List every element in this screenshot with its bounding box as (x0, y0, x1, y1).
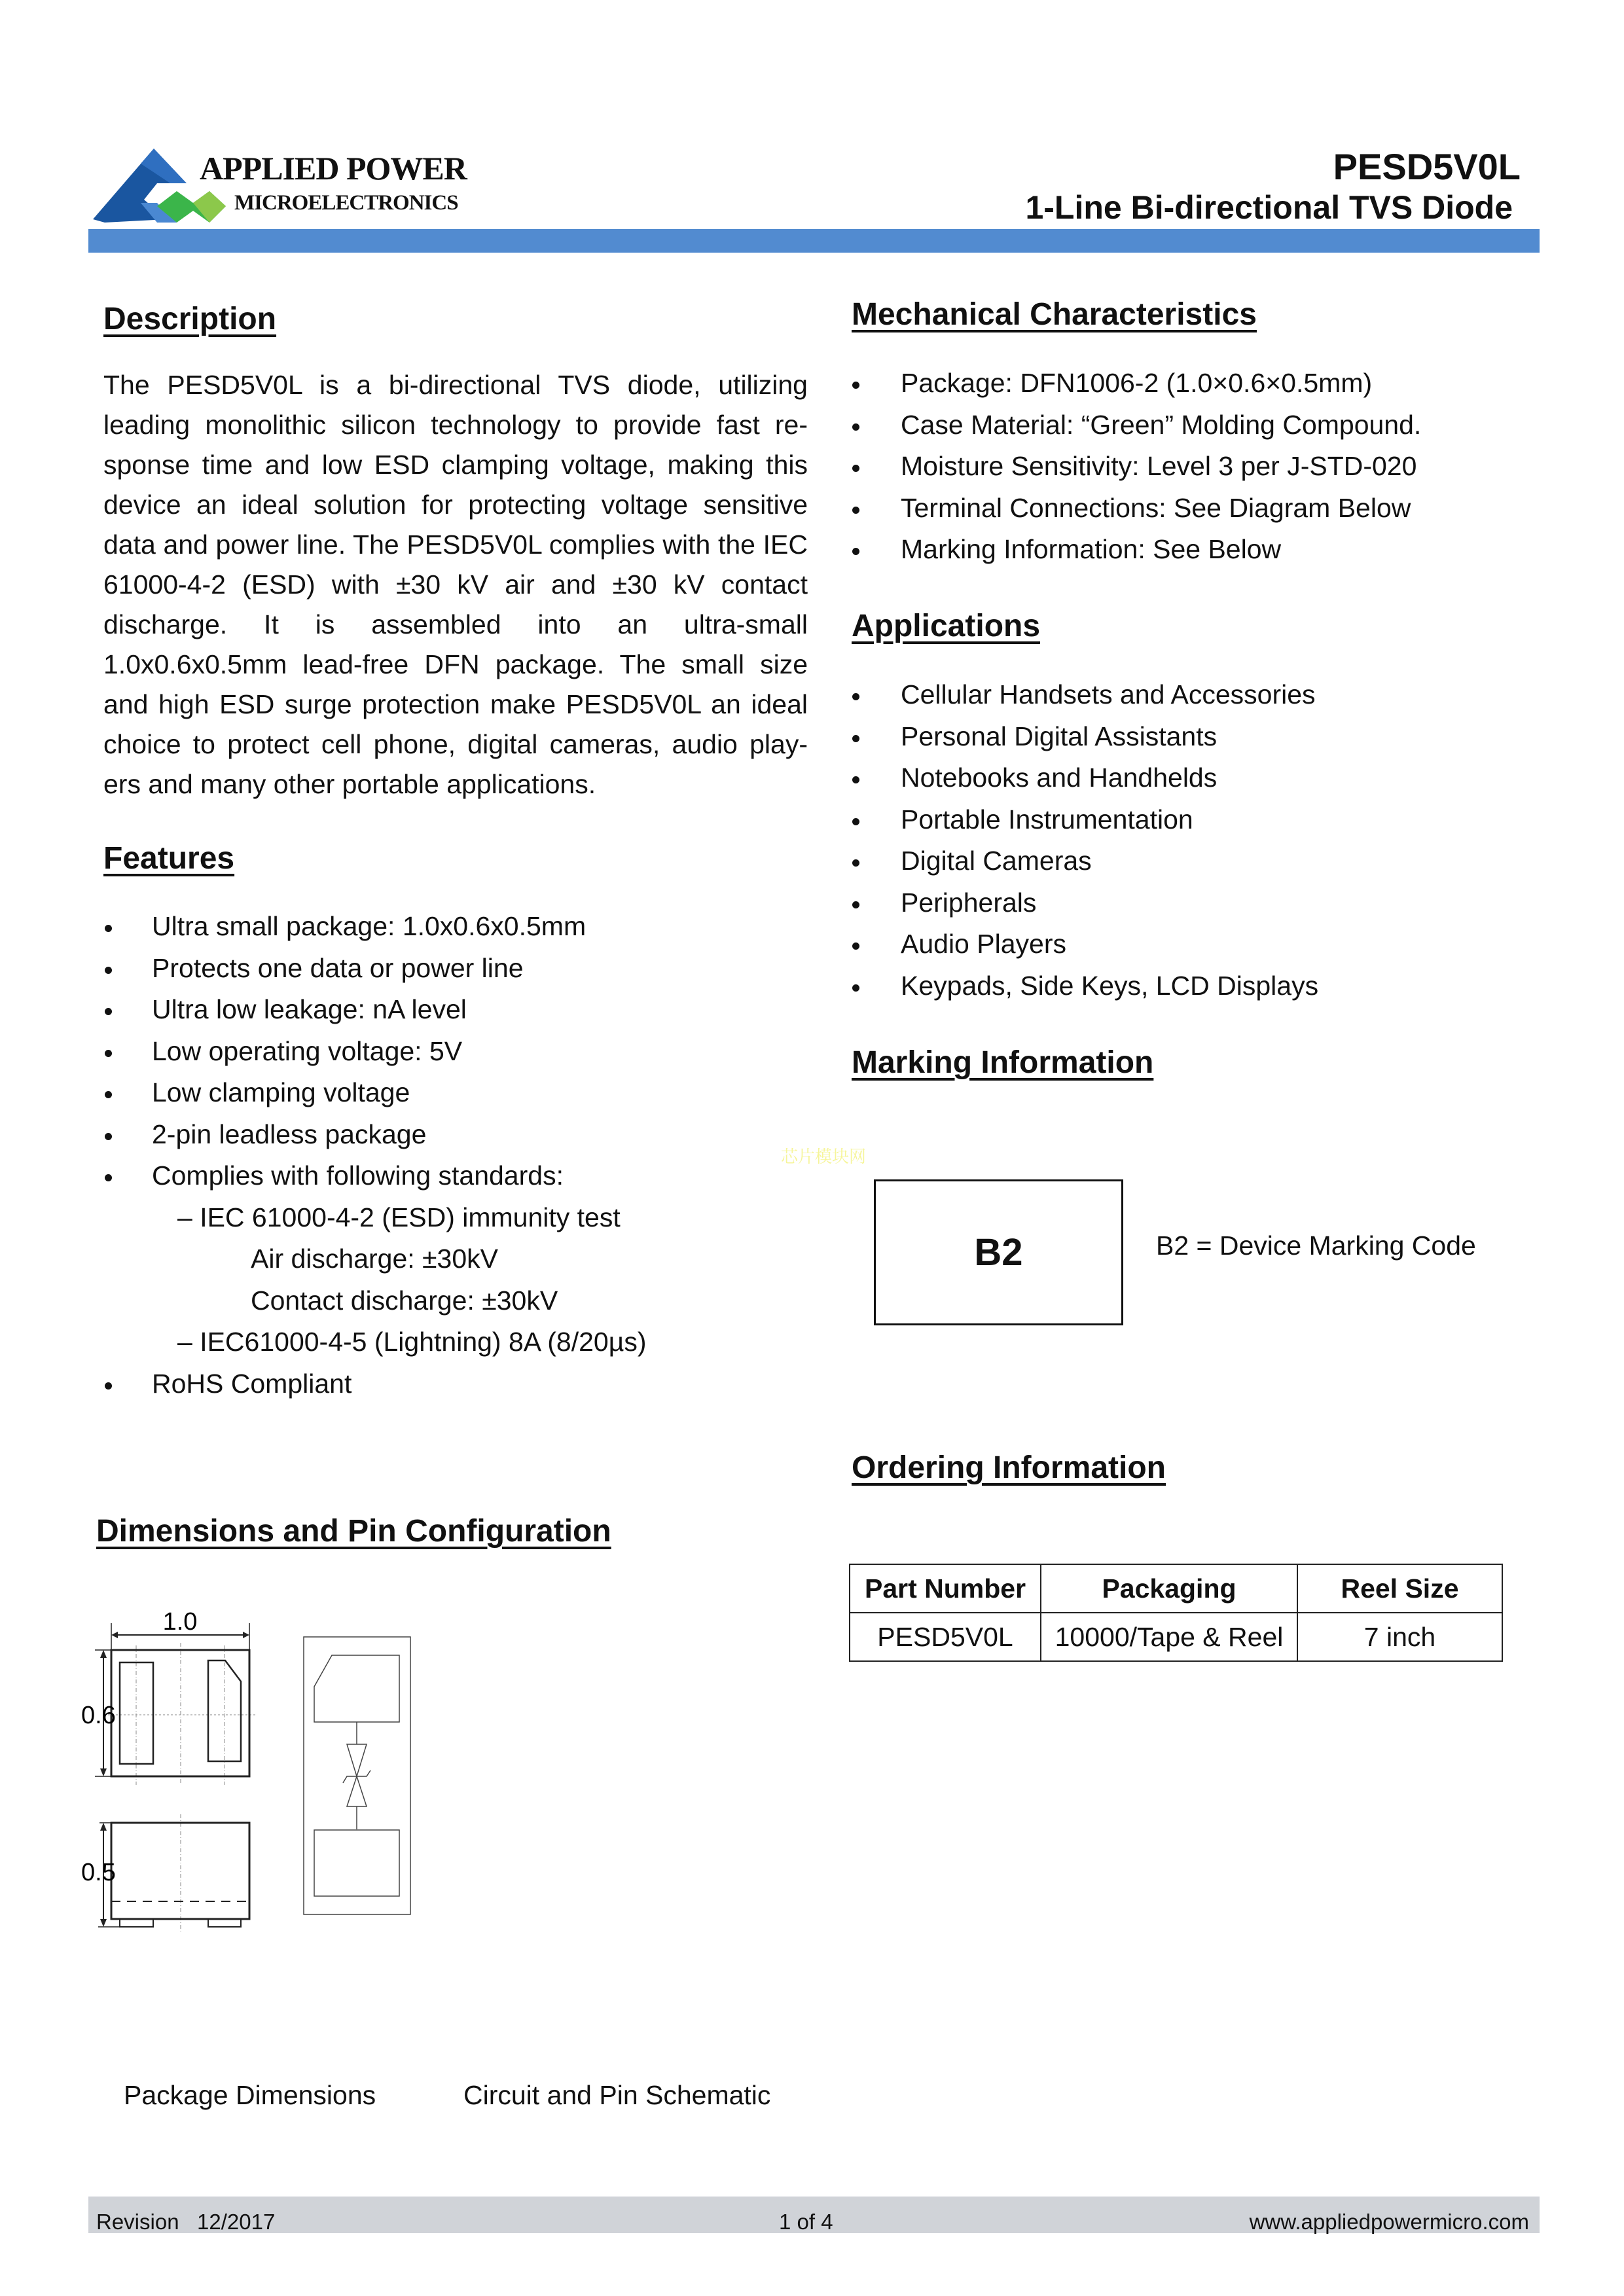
list-item-text: Case Material: “Green” Molding Compound. (901, 409, 1422, 440)
list-item-text: Ultra small package: 1.0x0.6x0.5mm (152, 911, 586, 941)
list-item (105, 1285, 812, 1327)
bullet-icon (105, 1091, 112, 1098)
list-item (852, 679, 1540, 721)
list-item (105, 1160, 812, 1202)
schematic-caption: Circuit and Pin Schematic (463, 2080, 771, 2110)
mechanical-heading: Mechanical Characteristics (852, 297, 1257, 332)
bullet-icon (852, 818, 859, 825)
list-item (852, 888, 1540, 929)
list-item (105, 1077, 812, 1119)
footer-revision: Revision 12/2017 (96, 2210, 276, 2234)
table-cell: PESD5V0L (850, 1613, 1041, 1661)
column-header: Part Number (850, 1564, 1041, 1613)
dim-width-label: 1.0 (162, 1610, 198, 1636)
list-item (105, 1244, 812, 1285)
list-item (105, 1369, 812, 1410)
list-item-text: Moisture Sensitivity: Level 3 per J-STD-020 (901, 451, 1417, 481)
bullet-icon (852, 901, 859, 908)
list-item (852, 493, 1540, 535)
list-item (852, 534, 1540, 576)
list-item (105, 994, 812, 1036)
list-item-text: Cellular Handsets and Accessories (901, 679, 1316, 709)
header-bar (88, 229, 1540, 253)
footer-page-number: 1 of 4 (779, 2210, 833, 2234)
bullet-icon (852, 735, 859, 742)
bullet-icon (105, 925, 112, 932)
table-cell: 7 inch (1297, 1613, 1502, 1661)
list-item-text: Terminal Connections: See Diagram Below (901, 492, 1411, 523)
list-item-text: Air discharge: ±30kV (251, 1244, 499, 1274)
list-item-text: Keypads, Side Keys, LCD Displays (901, 970, 1319, 1001)
marking-heading: Marking Information (852, 1045, 1154, 1080)
list-item-text: Portable Instrumentation (901, 804, 1193, 834)
list-item-text: Protects one data or power line (152, 952, 524, 983)
bullet-icon (852, 984, 859, 992)
company-logo (85, 131, 467, 229)
bullet-icon (852, 382, 859, 389)
list-item-text: Complies with following standards: (152, 1160, 564, 1191)
column-header: Packaging (1041, 1564, 1297, 1613)
bullet-icon (852, 859, 859, 867)
table-cell: 10000/Tape & Reel (1041, 1613, 1297, 1661)
mechanical-list (852, 368, 1540, 576)
description-heading: Description (103, 302, 277, 336)
list-item-text: – IEC61000-4-5 (Lightning) 8A (8/20µs) (177, 1327, 647, 1357)
list-item (852, 846, 1540, 888)
part-number-title: PESD5V0L (1333, 146, 1521, 187)
list-item (105, 1036, 812, 1078)
document-subtitle: 1-Line Bi-directional TVS Diode (1025, 189, 1513, 226)
package-dimensions-caption: Package Dimensions (124, 2080, 376, 2110)
bullet-icon (105, 1174, 112, 1181)
applications-list (852, 679, 1540, 1012)
list-item (852, 804, 1540, 846)
list-item (852, 929, 1540, 971)
table-row (850, 1613, 1502, 1661)
dim-thickness-label: 0.5 (81, 1859, 116, 1886)
list-item (105, 911, 812, 953)
list-item-text: Notebooks and Handhelds (901, 762, 1218, 793)
bullet-icon (852, 942, 859, 950)
watermark: 芯片模块网 (781, 1147, 867, 1166)
tvs-diode-icon (347, 1744, 367, 1776)
list-item-text: Marking Information: See Below (901, 534, 1282, 564)
list-item (852, 971, 1540, 1013)
logo-line1: APPLIED POWER (200, 150, 467, 187)
dim-height-label: 0.6 (81, 1702, 116, 1729)
dimensions-heading: Dimensions and Pin Configuration (96, 1514, 611, 1549)
ordering-table (849, 1564, 1503, 1662)
list-item (105, 1327, 812, 1369)
bullet-icon (852, 507, 859, 514)
bullet-icon (852, 423, 859, 431)
bullet-icon (852, 693, 859, 700)
package-dimensions-drawing (79, 1610, 733, 2036)
list-item-text: Audio Players (901, 929, 1066, 959)
logo-line2: MICROELECTRONICS (234, 191, 458, 215)
features-list (105, 911, 812, 1410)
bullet-icon (105, 1133, 112, 1140)
applications-heading: Applications (852, 609, 1041, 643)
list-item-text: 2-pin leadless package (152, 1119, 427, 1149)
list-item-text: Package: DFN1006-2 (1.0×0.6×0.5mm) (901, 368, 1373, 398)
ordering-heading: Ordering Information (852, 1450, 1166, 1485)
list-item (852, 410, 1540, 452)
list-item (852, 451, 1540, 493)
list-item-text: Low clamping voltage (152, 1077, 410, 1107)
footer-website[interactable]: www.appliedpowermicro.com (1249, 2210, 1529, 2234)
features-heading: Features (103, 841, 235, 876)
list-item (105, 953, 812, 995)
list-item (105, 1119, 812, 1161)
marking-code: B2 (974, 1231, 1023, 1274)
table-header-row (850, 1564, 1502, 1613)
marking-legend: B2 = Device Marking Code (1156, 1230, 1476, 1261)
list-item-text: Ultra low leakage: nA level (152, 994, 467, 1024)
list-item (105, 1202, 812, 1244)
marking-code-box (874, 1179, 1123, 1325)
description-text: The PESD5V0L is a bi-directional TVS diode, utilizing leading monolithic silicon technology to provide fast re-sponse time and low ESD clamping voltage, making this device an ideal solution for protecting voltage sensitive data and power line. The PESD5V0L complies with the IEC 61000-4-2 (ESD) with ±30 kV air and ±30 kV contact discharge. It is assembled into an ultra-small 1.0x0.6x0.5mm lead-free DFN package. The small size and high ESD surge protection make PESD5V0L an ideal choice to protect cell phone, digital cameras, audio play-ers and many other portable applications. (103, 370, 808, 799)
list-item-text: – IEC 61000-4-2 (ESD) immunity test (177, 1202, 621, 1232)
list-item-text: Peripherals (901, 887, 1037, 918)
list-item-text: Digital Cameras (901, 846, 1092, 876)
list-item (852, 721, 1540, 763)
bullet-icon (105, 1050, 112, 1057)
list-item (852, 368, 1540, 410)
bullet-icon (852, 776, 859, 783)
list-item-text: Low operating voltage: 5V (152, 1035, 463, 1066)
list-item (852, 762, 1540, 804)
list-item-text: RoHS Compliant (152, 1368, 352, 1399)
circuit-schematic (304, 1637, 410, 1914)
list-item-text: Contact discharge: ±30kV (251, 1285, 558, 1316)
bullet-icon (852, 548, 859, 555)
list-item-text: Personal Digital Assistants (901, 721, 1218, 751)
bullet-icon (105, 1382, 112, 1390)
column-header: Reel Size (1297, 1564, 1502, 1613)
bullet-icon (105, 967, 112, 974)
bullet-icon (105, 1008, 112, 1015)
bullet-icon (852, 465, 859, 472)
